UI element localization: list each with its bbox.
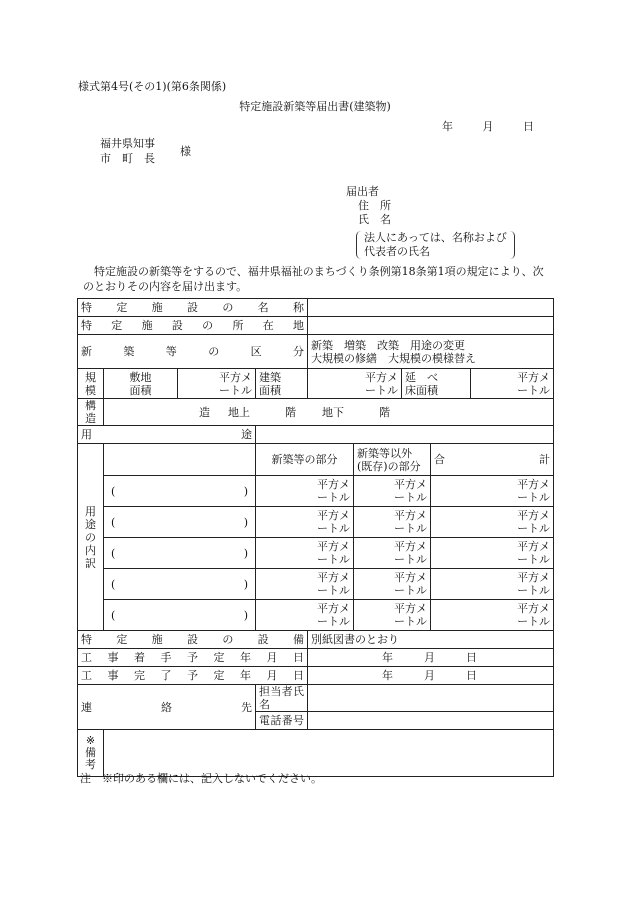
row-facility-name: [78, 299, 554, 317]
row-contact-person: [78, 685, 554, 712]
breakdown-existing-part-header: 新築等以外(既存)の部分: [354, 444, 431, 476]
date-year: 年: [442, 120, 453, 133]
building-area-label: 建築 面積: [256, 369, 308, 399]
row-construction-type: [78, 335, 554, 369]
breakdown-row: [78, 538, 554, 569]
contact-label: 連絡先: [78, 685, 256, 730]
structure-zou: 造: [199, 405, 210, 419]
construction-options-line2: 大規模の修繕 大規模の模様替え: [311, 351, 477, 365]
equipment-value: 別紙図書のとおり: [308, 631, 554, 649]
row-breakdown-header: [78, 444, 554, 476]
contact-phone-label: 電話番号: [256, 712, 308, 730]
breakdown-usage-field[interactable]: ( ): [104, 600, 256, 631]
notification-table: [77, 298, 554, 777]
breakdown-new-area[interactable]: 平方メ ートル: [256, 538, 354, 569]
row-end-date: [78, 667, 554, 685]
breakdown-row: [78, 600, 554, 631]
end-date-field[interactable]: 年 月 日: [308, 667, 554, 685]
breakdown-new-area[interactable]: 平方メ ートル: [256, 476, 354, 507]
structure-label: 構造: [78, 399, 104, 426]
row-usage: [78, 426, 554, 444]
usage-breakdown-label: 用 途 の 内 訳: [78, 444, 104, 631]
applicant-address-label: 住 所: [358, 199, 391, 212]
breakdown-existing-area[interactable]: 平方メ ートル: [354, 476, 431, 507]
form-number-label: 様式第4号(その1)(第6条関係): [78, 80, 227, 93]
contact-person-field[interactable]: [308, 685, 554, 712]
structure-above-floors: 階: [285, 405, 296, 419]
scale-label: 規模: [78, 369, 104, 399]
breakdown-row: [78, 569, 554, 600]
submission-date: [442, 120, 534, 134]
breakdown-total-area[interactable]: 平方メ ートル: [431, 476, 554, 507]
facility-name-label: 特定施設の名称: [78, 299, 308, 317]
breakdown-usage-field[interactable]: ( ): [104, 476, 256, 507]
applicant-name-label: 氏 名: [358, 213, 391, 226]
structure-above-label: 地上: [228, 405, 250, 419]
facility-name-field[interactable]: [308, 299, 554, 317]
usage-field[interactable]: [256, 426, 554, 444]
construction-type-options[interactable]: [308, 335, 554, 369]
breakdown-total-area[interactable]: 平方メ ートル: [431, 538, 554, 569]
breakdown-new-area[interactable]: 平方メ ートル: [256, 569, 354, 600]
corporate-note-line2: 代表者の氏名: [364, 245, 430, 258]
breakdown-new-area[interactable]: 平方メ ートル: [256, 507, 354, 538]
applicant-label: 届出者: [346, 185, 379, 198]
addressee-block: [100, 136, 155, 166]
breakdown-header-blank: [104, 444, 256, 476]
contact-phone-field[interactable]: [308, 712, 554, 730]
applicant-block: [346, 185, 391, 227]
applicant-corporate-note: [356, 231, 515, 259]
structure-field[interactable]: [104, 399, 554, 426]
usage-char-2: 途: [241, 428, 252, 441]
breakdown-total-header: 合計: [431, 444, 554, 476]
row-equipment: [78, 631, 554, 649]
contact-person-label: 担当者氏名: [256, 685, 308, 712]
row-structure: [78, 399, 554, 426]
form-title: 特定施設新築等届出書(建築物): [239, 100, 391, 113]
end-date-label: 工事完了予定年月日: [78, 667, 308, 685]
breakdown-existing-area[interactable]: 平方メ ートル: [354, 600, 431, 631]
building-area-field[interactable]: 平方メ ートル: [308, 369, 402, 399]
row-remarks: [78, 730, 554, 777]
breakdown-usage-field[interactable]: ( ): [104, 507, 256, 538]
start-date-field[interactable]: 年 月 日: [308, 649, 554, 667]
date-month: 月: [482, 120, 494, 133]
total-floor-area-field[interactable]: 平方メ ートル: [471, 369, 554, 399]
addressee-mayor: 市 町 長: [100, 152, 155, 165]
remarks-label: ※ 備 考: [78, 730, 104, 777]
construction-options-line1: 新築 増築 改築 用途の変更: [311, 338, 466, 352]
equipment-label: 特定施設の設備: [78, 631, 308, 649]
site-area-field[interactable]: 平方メ ートル: [178, 369, 256, 399]
breakdown-total-area[interactable]: 平方メ ートル: [431, 600, 554, 631]
construction-type-label: 新築等の区分: [78, 335, 308, 369]
site-area-label: 敷地 面積: [104, 369, 178, 399]
breakdown-existing-area[interactable]: 平方メ ートル: [354, 538, 431, 569]
usage-label-cell: [78, 426, 256, 444]
breakdown-total-area[interactable]: 平方メ ートル: [431, 507, 554, 538]
row-scale: [78, 369, 554, 399]
row-start-date: [78, 649, 554, 667]
structure-below-label: 地下: [322, 405, 344, 419]
breakdown-new-part-header: 新築等の部分: [256, 444, 354, 476]
intro-text: 特定施設の新築等をするので、福井県福祉のまちづくり条例第18条第1項の規定により、次のとおりその内容を届け出ます。: [83, 265, 544, 293]
breakdown-existing-area[interactable]: 平方メ ートル: [354, 507, 431, 538]
corporate-note-line1: 法人にあっては、名称および: [364, 231, 507, 244]
breakdown-usage-field[interactable]: ( ): [104, 569, 256, 600]
structure-below-floors: 階: [379, 405, 390, 419]
date-day: 日: [523, 120, 534, 133]
remarks-field[interactable]: [104, 730, 554, 777]
breakdown-new-area[interactable]: 平方メ ートル: [256, 600, 354, 631]
facility-location-field[interactable]: [308, 317, 554, 335]
usage-char-1: 用: [81, 428, 92, 441]
intro-paragraph: [83, 264, 553, 294]
addressee-honorific: 様: [180, 145, 191, 158]
breakdown-row: [78, 476, 554, 507]
addressee-governor: 福井県知事: [100, 137, 155, 150]
facility-location-label: 特定施設の所在地: [78, 317, 308, 335]
breakdown-usage-field[interactable]: ( ): [104, 538, 256, 569]
row-facility-location: [78, 317, 554, 335]
breakdown-existing-area[interactable]: 平方メ ートル: [354, 569, 431, 600]
breakdown-row: [78, 507, 554, 538]
start-date-label: 工事着手予定年月日: [78, 649, 308, 667]
total-floor-area-label: 延 べ 床面積: [402, 369, 471, 399]
breakdown-total-area[interactable]: 平方メ ートル: [431, 569, 554, 600]
footer-note: 注 ※印のある欄には、記入しないでください。: [80, 772, 322, 785]
